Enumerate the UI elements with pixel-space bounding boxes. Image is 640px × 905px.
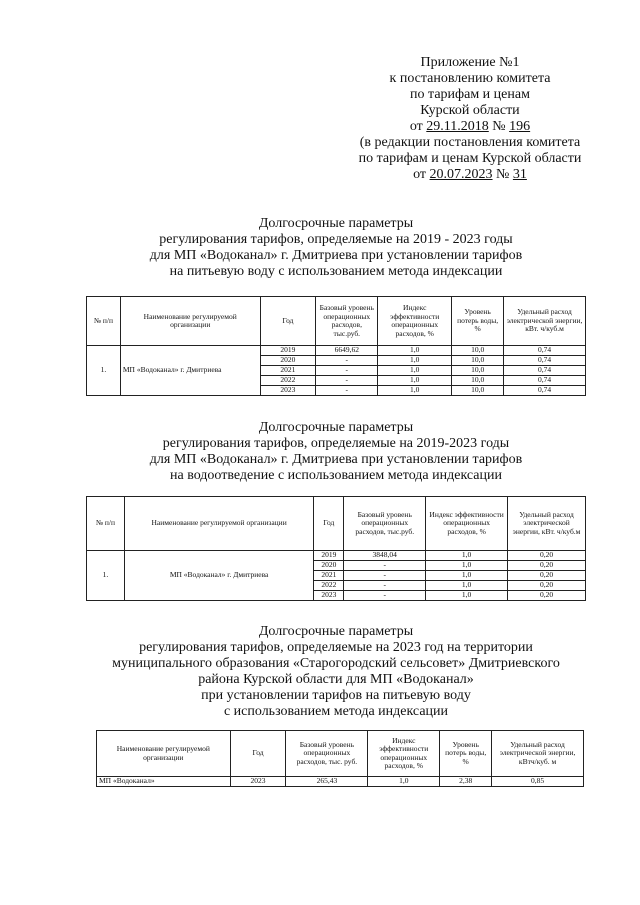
th-base: Базовый уровень операционных расходов, тыс.руб. bbox=[344, 497, 426, 551]
table-row: 2020 - 1,0 0,20 bbox=[87, 561, 586, 571]
th-year: Год bbox=[314, 497, 344, 551]
th-energy: Удельный расход электрической энергии, кВт. ч/куб.м bbox=[508, 497, 586, 551]
edition-number: 31 bbox=[512, 167, 527, 182]
org-name: МП «Водоканал» г. Дмитриева bbox=[120, 346, 260, 396]
th-index: Индекс эффективности операционных расходов, % bbox=[368, 731, 440, 777]
section1-title: Долгосрочные параметры регулирования тарифов, определяемые на 2019 - 2023 годы для МП «Водоканал» г. Дмитриева при установлении тарифов на питьевую воду с использованием метода индексации bbox=[149, 216, 523, 279]
table-row: 2023 - 1,0 10,0 0,74 bbox=[87, 386, 586, 396]
region-line: Курской области bbox=[420, 103, 520, 118]
section2-title: Долгосрочные параметры регулирования тарифов, определяемые на 2019-2023 годы для МП «Водоканал» г. Дмитриева при установлении тарифов на водоотведение с использованием метода индексации bbox=[149, 420, 523, 483]
table-row: 2022 - 1,0 0,20 bbox=[87, 581, 586, 591]
th-org: Наименование регулируемой организации bbox=[120, 297, 260, 346]
table-row: 2020 - 1,0 10,0 0,74 bbox=[87, 356, 586, 366]
resolution-number: 196 bbox=[509, 119, 531, 134]
appendix-header bbox=[320, 55, 620, 183]
date-line: от 29.11.2018 № 196 bbox=[409, 119, 531, 134]
th-base: Базовый уровень операционных расходов, тыс.руб. bbox=[316, 297, 378, 346]
resolution-date: 29.11.2018 bbox=[426, 119, 489, 134]
org-name: МП «Водоканал» bbox=[97, 777, 231, 787]
th-year: Год bbox=[230, 731, 286, 777]
th-org: Наименование регулируемой организации bbox=[124, 497, 313, 551]
th-loss: Уровень потерь воды, % bbox=[440, 731, 492, 777]
th-loss: Уровень потерь воды, % bbox=[452, 297, 504, 346]
th-base: Базовый уровень операционных расходов, тыс. руб. bbox=[286, 731, 368, 777]
row-num: 1. bbox=[87, 551, 125, 601]
th-index: Индекс эффективности операционных расходов, % bbox=[378, 297, 452, 346]
th-energy: Удельный расход электрической энергии, кВтч/куб. м bbox=[492, 731, 584, 777]
section3-title: Долгосрочные параметры регулирования тарифов, определяемые на 2023 год на территории муниципального образования «Старогородский сельсовет» Дмитриевского района Курской области для МП «Водоканал» при установлении тарифов на питьевую воду с использованием метода индексации bbox=[112, 624, 560, 719]
table-row: 2021 - 1,0 0,20 bbox=[87, 571, 586, 581]
table-drinking-water bbox=[86, 296, 586, 396]
table-row: 2022 - 1,0 10,0 0,74 bbox=[87, 376, 586, 386]
committee-line: по тарифам и ценам bbox=[410, 87, 530, 102]
edition-date: 20.07.2023 bbox=[429, 167, 493, 182]
edition-line-2: по тарифам и ценам Курской области bbox=[358, 151, 582, 166]
row-num: 1. bbox=[87, 346, 121, 396]
table-row: МП «Водоканал» 2023 265,43 1,0 2,38 0,85 bbox=[97, 777, 584, 787]
table-row: 1. МП «Водоканал» г. Дмитриева 2019 3848,04 1,0 0,20 bbox=[87, 551, 586, 561]
th-year: Год bbox=[260, 297, 316, 346]
appendix-number: Приложение №1 bbox=[420, 55, 520, 70]
to-resolution: к постановлению комитета bbox=[389, 71, 551, 86]
table-row: 2023 - 1,0 0,20 bbox=[87, 591, 586, 601]
table-starogorodsky bbox=[96, 730, 584, 787]
table-row: 2021 - 1,0 10,0 0,74 bbox=[87, 366, 586, 376]
th-num: № п/п bbox=[87, 497, 125, 551]
th-energy: Удельный расход электрической энергии, кВт. ч/куб.м bbox=[504, 297, 586, 346]
edition-date-line: от 20.07.2023 № 31 bbox=[413, 167, 527, 182]
th-num: № п/п bbox=[87, 297, 121, 346]
table-wastewater bbox=[86, 496, 586, 601]
org-name: МП «Водоканал» г. Дмитриева bbox=[124, 551, 313, 601]
th-index: Индекс эффективности операционных расходов, % bbox=[426, 497, 508, 551]
table-row: 1. МП «Водоканал» г. Дмитриева 2019 6649,62 1,0 10,0 0,74 bbox=[87, 346, 586, 356]
th-org: Наименование регулируемой организации bbox=[97, 731, 231, 777]
edition-line: (в редакции постановления комитета bbox=[359, 135, 581, 150]
